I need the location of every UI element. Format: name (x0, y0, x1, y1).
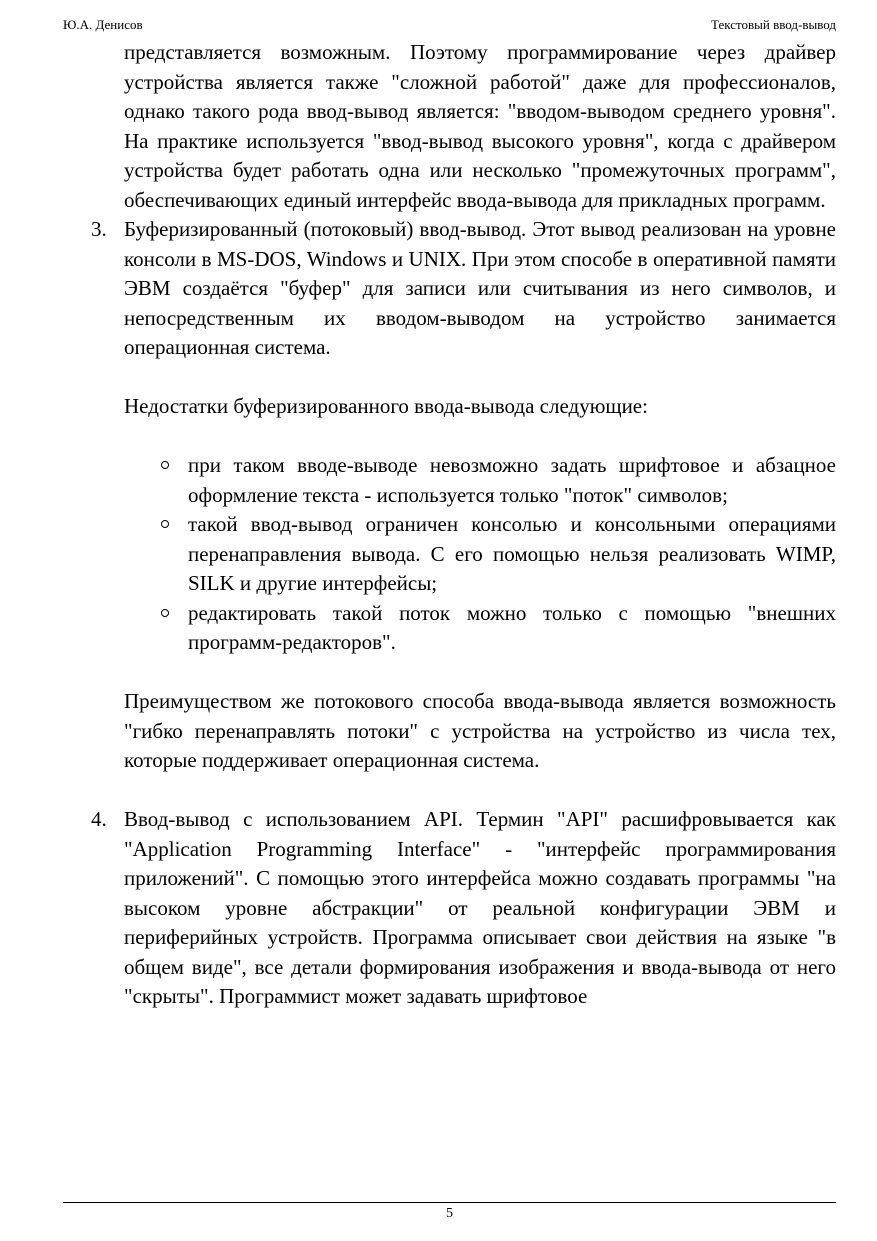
header-title: Текстовый ввод-вывод (711, 17, 836, 32)
bullet-text: при таком вводе-выводе невозможно задать шрифтовое и абзацное оформление текста - используется только "поток" символов; (188, 453, 836, 507)
page-header (63, 16, 836, 36)
item-4-number: 4. (91, 807, 107, 831)
bullet-text: такой ввод-вывод ограничен консолью и консольными операциями перенаправления вывода. С его помощью нельзя реализовать WIMP, SILK и другие интерфейсы; (188, 512, 836, 595)
intro-paragraph: представляется возможным. Поэтому программирование через драйвер устройства является также "сложной работой" даже для профессионалов, однако такого рода ввод-вывод является: "вводом-выводом среднего уровня". На практике используется "ввод-вывод высокого уровня", когда с драйвером устройства будет работать одна или несколько "промежуточных программ", обеспечивающих единый интерфейс ввода-вывода для прикладных программ. (124, 40, 836, 212)
disadvantages-list (124, 451, 836, 658)
advantage-paragraph: Преимуществом же потокового способа ввода-вывода является возможность "гибко перенаправлять потоки" с устройства на устройство из числа тех, которые поддерживает операционная система. (124, 689, 836, 772)
bullet-item (188, 510, 836, 599)
item-3-text: Буферизированный (потоковый) ввод-вывод. Этот вывод реализован на уровне консоли в MS-DOS, Windows и UNIX. При этом способе в оперативной памяти ЭВМ создаётся "буфер" для записи или считывания из него символов, и непосредственным их вводом-выводом на устройство занимается операционная система. (124, 217, 836, 359)
list-item-3 (91, 215, 836, 363)
document-body (91, 38, 836, 1012)
bullet-item (188, 451, 836, 510)
bullet-text: редактировать такой поток можно только с помощью "внешних программ-редакторов". (188, 600, 836, 654)
bullet-circle-icon (161, 520, 169, 528)
footer-divider (63, 1202, 836, 1203)
header-author: Ю.А. Денисов (63, 17, 143, 32)
list-item-4 (91, 805, 836, 1012)
page-number: 5 (446, 1206, 453, 1221)
item-3-number: 3. (91, 217, 107, 241)
item-4-text: Ввод-вывод с использованием API. Термин "API" расшифровывается как "Application Programming Interface" - "интерфейс программирования приложений". С помощью этого интерфейса можно создавать программы "на высоком уровне абстракции" от реальной конфигурации ЭВМ и периферийных устройств. Программа описывает свои действия на языке "в общем виде", все детали формирования изображения и ввода-вывода от него "скрыты". Программист может задавать шрифтовое (124, 807, 836, 1008)
disadvantages-intro: Недостатки буферизированного ввода-вывода следующие: (124, 394, 648, 418)
bullet-circle-icon (161, 461, 169, 469)
bullet-item (188, 599, 836, 658)
bullet-circle-icon (161, 609, 169, 617)
